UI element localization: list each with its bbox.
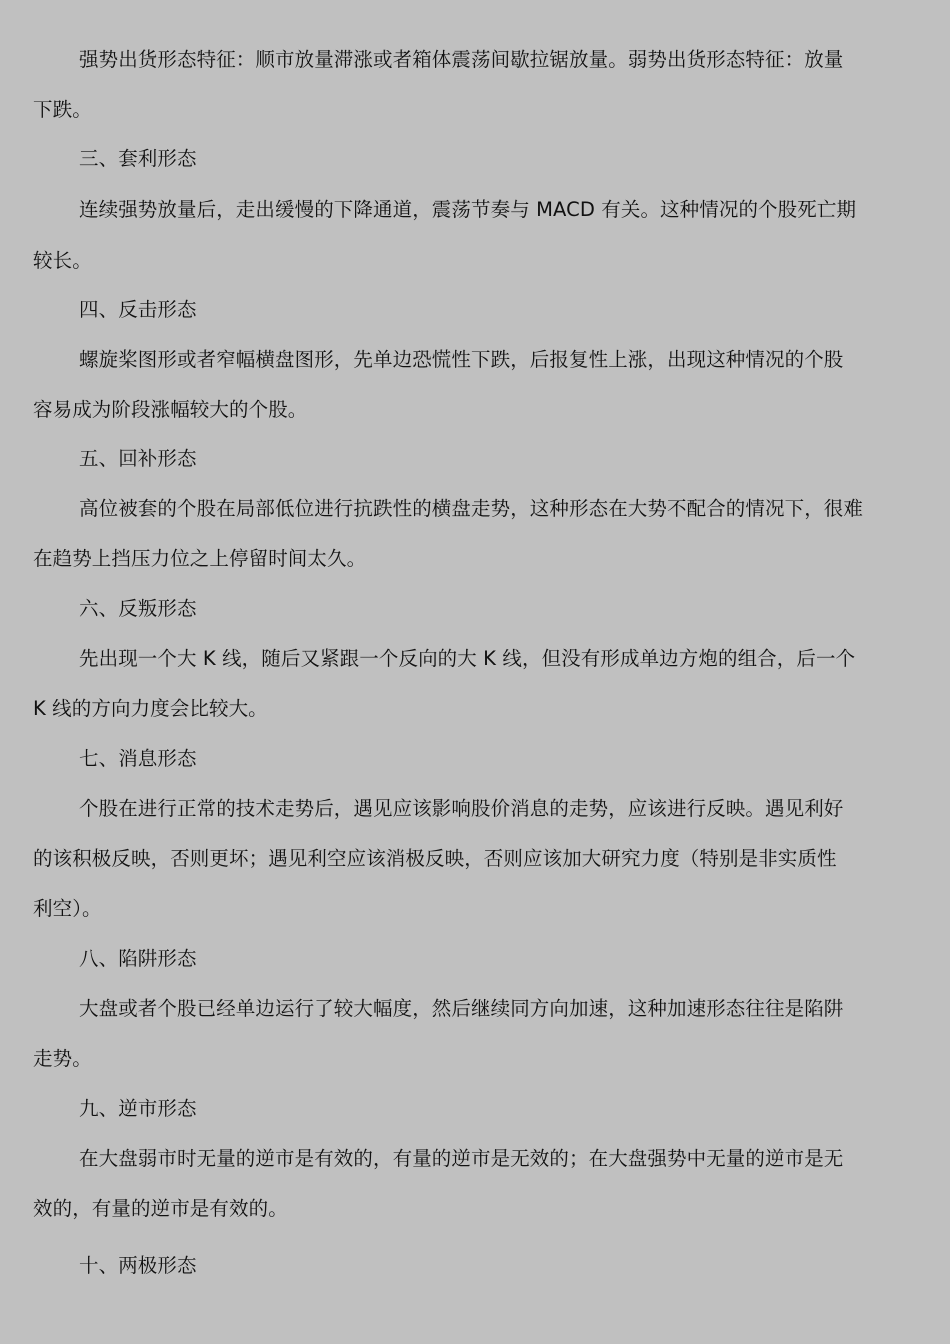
paragraph-line: 大盘或者个股已经单边运行了较大幅度，然后继续同方向加速，这种加速形态往往是陷阱 bbox=[79, 997, 844, 1020]
section-heading: 六、反叛形态 bbox=[79, 597, 197, 620]
paragraph-line: 在大盘弱市时无量的逆市是有效的，有量的逆市是无效的；在大盘强势中无量的逆市是无 bbox=[79, 1147, 844, 1170]
section-heading: 八、陷阱形态 bbox=[79, 947, 197, 970]
paragraph-line: 先出现一个大 K 线，随后又紧跟一个反向的大 K 线，但没有形成单边方炮的组合，后一个 bbox=[79, 647, 856, 670]
section-heading: 九、逆市形态 bbox=[79, 1097, 197, 1120]
paragraph-line: 利空）。 bbox=[33, 897, 102, 920]
section-heading: 三、套利形态 bbox=[79, 147, 197, 170]
section-heading: 七、消息形态 bbox=[79, 747, 197, 770]
paragraph-line: 容易成为阶段涨幅较大的个股。 bbox=[33, 398, 308, 421]
paragraph-line: 连续强势放量后，走出缓慢的下降通道，震荡节奏与 MACD 有关。这种情况的个股死亡期 bbox=[79, 198, 857, 221]
paragraph-line: K 线的方向力度会比较大。 bbox=[33, 697, 268, 720]
paragraph-line: 强势出货形态特征：顺市放量滞涨或者箱体震荡间歇拉锯放量。弱势出货形态特征：放量 bbox=[79, 48, 844, 71]
paragraph-line: 个股在进行正常的技术走势后，遇见应该影响股价消息的走势，应该进行反映。遇见利好 bbox=[79, 797, 844, 820]
paragraph-line: 效的，有量的逆市是有效的。 bbox=[33, 1197, 288, 1220]
paragraph-line: 高位被套的个股在局部低位进行抗跌性的横盘走势，这种形态在大势不配合的情况下，很难 bbox=[79, 497, 864, 520]
section-heading: 四、反击形态 bbox=[79, 298, 197, 321]
paragraph-line: 的该积极反映，否则更坏；遇见利空应该消极反映，否则应该加大研究力度（特别是非实质性 bbox=[33, 847, 837, 870]
paragraph-line: 螺旋桨图形或者窄幅横盘图形，先单边恐慌性下跌，后报复性上涨，出现这种情况的个股 bbox=[79, 348, 844, 371]
section-heading: 十、两极形态 bbox=[79, 1254, 197, 1277]
section-heading: 五、回补形态 bbox=[79, 447, 197, 470]
paragraph-line: 较长。 bbox=[33, 249, 92, 272]
paragraph-line: 在趋势上挡压力位之上停留时间太久。 bbox=[33, 547, 367, 570]
paragraph-line: 走势。 bbox=[33, 1047, 92, 1070]
paragraph-line: 下跌。 bbox=[33, 98, 92, 121]
